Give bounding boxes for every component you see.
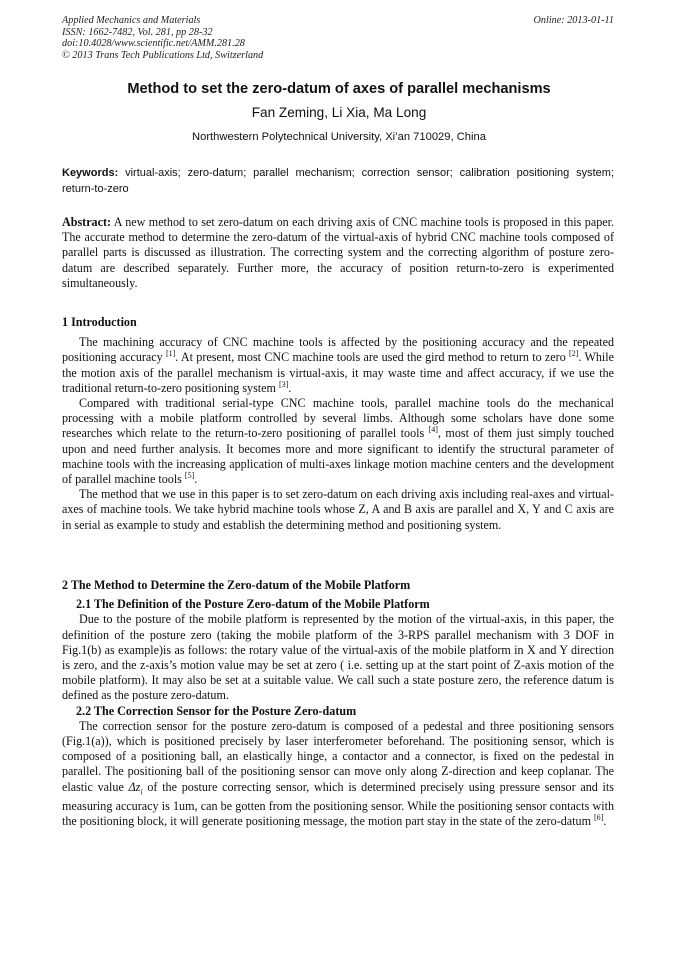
citation-ref: [6] bbox=[594, 813, 604, 823]
text-run: . At present, most CNC machine tools are used the gird method to return to zero bbox=[175, 350, 570, 365]
text-run: of the posture correcting sensor, which is determined precisely using pressure sensor and its measuring accuracy is 1um, can be gotten from the positioning sensor. While the positioning sensor contacts with the positioning block, it will generate positioning message, the motion part stay in the state of the zero-datum bbox=[62, 779, 614, 829]
paper-title: Method to set the zero-datum of axes of parallel mechanisms bbox=[127, 81, 551, 97]
keywords bbox=[62, 165, 614, 197]
text-run: , most of them just simply touched upon and need further analysis. It becomes more and more significant to identify the structural parameter of machine tools with the increasing application of multi-axes linkage motion machine centers and the development of parallel machine tools bbox=[62, 426, 615, 487]
online-date: Online: 2013-01-11 bbox=[533, 15, 614, 26]
issn-line: ISSN: 1662-7482, Vol. 281, pp 28-32 bbox=[62, 26, 213, 38]
abstract-label: Abstract: bbox=[62, 215, 112, 229]
subsection-heading: 2.1 The Definition of the Posture Zero-datum of the Mobile Platform bbox=[76, 597, 430, 612]
paragraph bbox=[62, 719, 614, 830]
text-run: The machining accuracy of CNC machine tools is affected by the positioning accuracy and the repeated positioning accuracy bbox=[62, 335, 614, 365]
section-heading: 1 Introduction bbox=[62, 315, 137, 329]
text-run: . While the motion axis of the parallel mechanism is virtual-axis, it may waste time and affect accuracy, if we use the traditional return-to-zero positioning system bbox=[62, 350, 614, 395]
text-run: The correction sensor for the posture zero-datum is composed of a pedestal and three positioning sensors (Fig.1(a)), which is positioned precisely by laser interferometer beforehand. The positioning sensor, which is composed of a positioning ball, an elastically hinge, a contactor and a connector, is fixed on the pedestal in parallel. The positioning ball of the positioning sensor can move only along Z-direction and keep coplanar. The elastic value bbox=[62, 718, 614, 794]
text-run: . bbox=[288, 380, 292, 395]
journal-name: Applied Mechanics and Materials bbox=[62, 15, 201, 26]
abstract bbox=[62, 215, 614, 291]
citation-ref: [4] bbox=[428, 425, 438, 435]
affiliation: Northwestern Polytechnical University, Xi’an 710029, China bbox=[192, 131, 486, 143]
authors: Fan Zeming, Li Xia, Ma Long bbox=[251, 105, 427, 120]
paragraph: The method that we use in this paper is to set zero-datum on each driving axis including real-axes and virtual-axes of machine tools. We take hybrid machine tools whose Z, A and B axis are parallel and X, Y and C axis are in serial as example to study and establish the determining method and positioning system. bbox=[62, 487, 614, 532]
abstract-text: A new method to set zero-datum on each driving axis of CNC machine tools is proposed in this paper. The accurate method to determine the zero-datum of the virtual-axis of hybrid CNC machine tools composed of parallel parts is discussed as illustration. The correcting system and the correcting algorithm of posture zero-datum are described separately. Further more, the accuracy of position return-to-zero is experimented simultaneously. bbox=[62, 215, 614, 290]
doi-line: doi:10.4028/www.scientific.net/AMM.281.28 bbox=[62, 38, 245, 50]
paragraph bbox=[62, 396, 614, 487]
copyright-line: © 2013 Trans Tech Publications Ltd, Switzerland bbox=[62, 49, 264, 61]
journal-header bbox=[62, 15, 263, 61]
math-subscript: i bbox=[140, 787, 143, 797]
citation-ref: [5] bbox=[184, 471, 195, 480]
text-run: . bbox=[603, 814, 607, 829]
citation-ref: [3] bbox=[278, 379, 289, 389]
keywords-text: virtual-axis; zero-datum; parallel mechanism; correction sensor; calibration positioning system; return-to-zero bbox=[62, 167, 614, 195]
section-method bbox=[62, 578, 614, 830]
paragraph: Due to the posture of the mobile platform is represented by the motion of the virtual-axis, in this paper, the definition of the posture zero (taking the mobile platform of the 3-RPS parallel mechanism with 3 DOF in Fig.1(b) as example)is as follows: the rotary value of the virtual-axis of the mobile platform in X and Y direction is zero, and the z-axis’s motion value may be set at zero ( i.e. setting up at the start point of Z-axis motion of the mobile platform). It may also be set at a suitable value. We call such a state posture zero, the reference datum is defined as the posture zero-datum. bbox=[62, 612, 614, 703]
subsection-heading: 2.2 The Correction Sensor for the Posture Zero-datum bbox=[76, 703, 357, 718]
section-introduction bbox=[62, 315, 614, 533]
delta-z-symbol bbox=[128, 779, 143, 797]
paragraph bbox=[62, 335, 614, 396]
text-run: . bbox=[194, 472, 198, 487]
section-heading: 2 The Method to Determine the Zero-datum of the Mobile Platform bbox=[62, 578, 411, 592]
math-symbol: Δz bbox=[128, 779, 141, 794]
citation-ref: [1] bbox=[165, 349, 176, 359]
text-run: Compared with traditional serial-type CNC machine tools, parallel machine tools do the mechanical processing with a mobile platform controlled by several limbs. Although some scholars have done some researches which relate to the return-to-zero positioning of parallel tools bbox=[62, 396, 614, 441]
citation-ref: [2] bbox=[569, 349, 579, 359]
keywords-label: Keywords: bbox=[62, 167, 119, 179]
